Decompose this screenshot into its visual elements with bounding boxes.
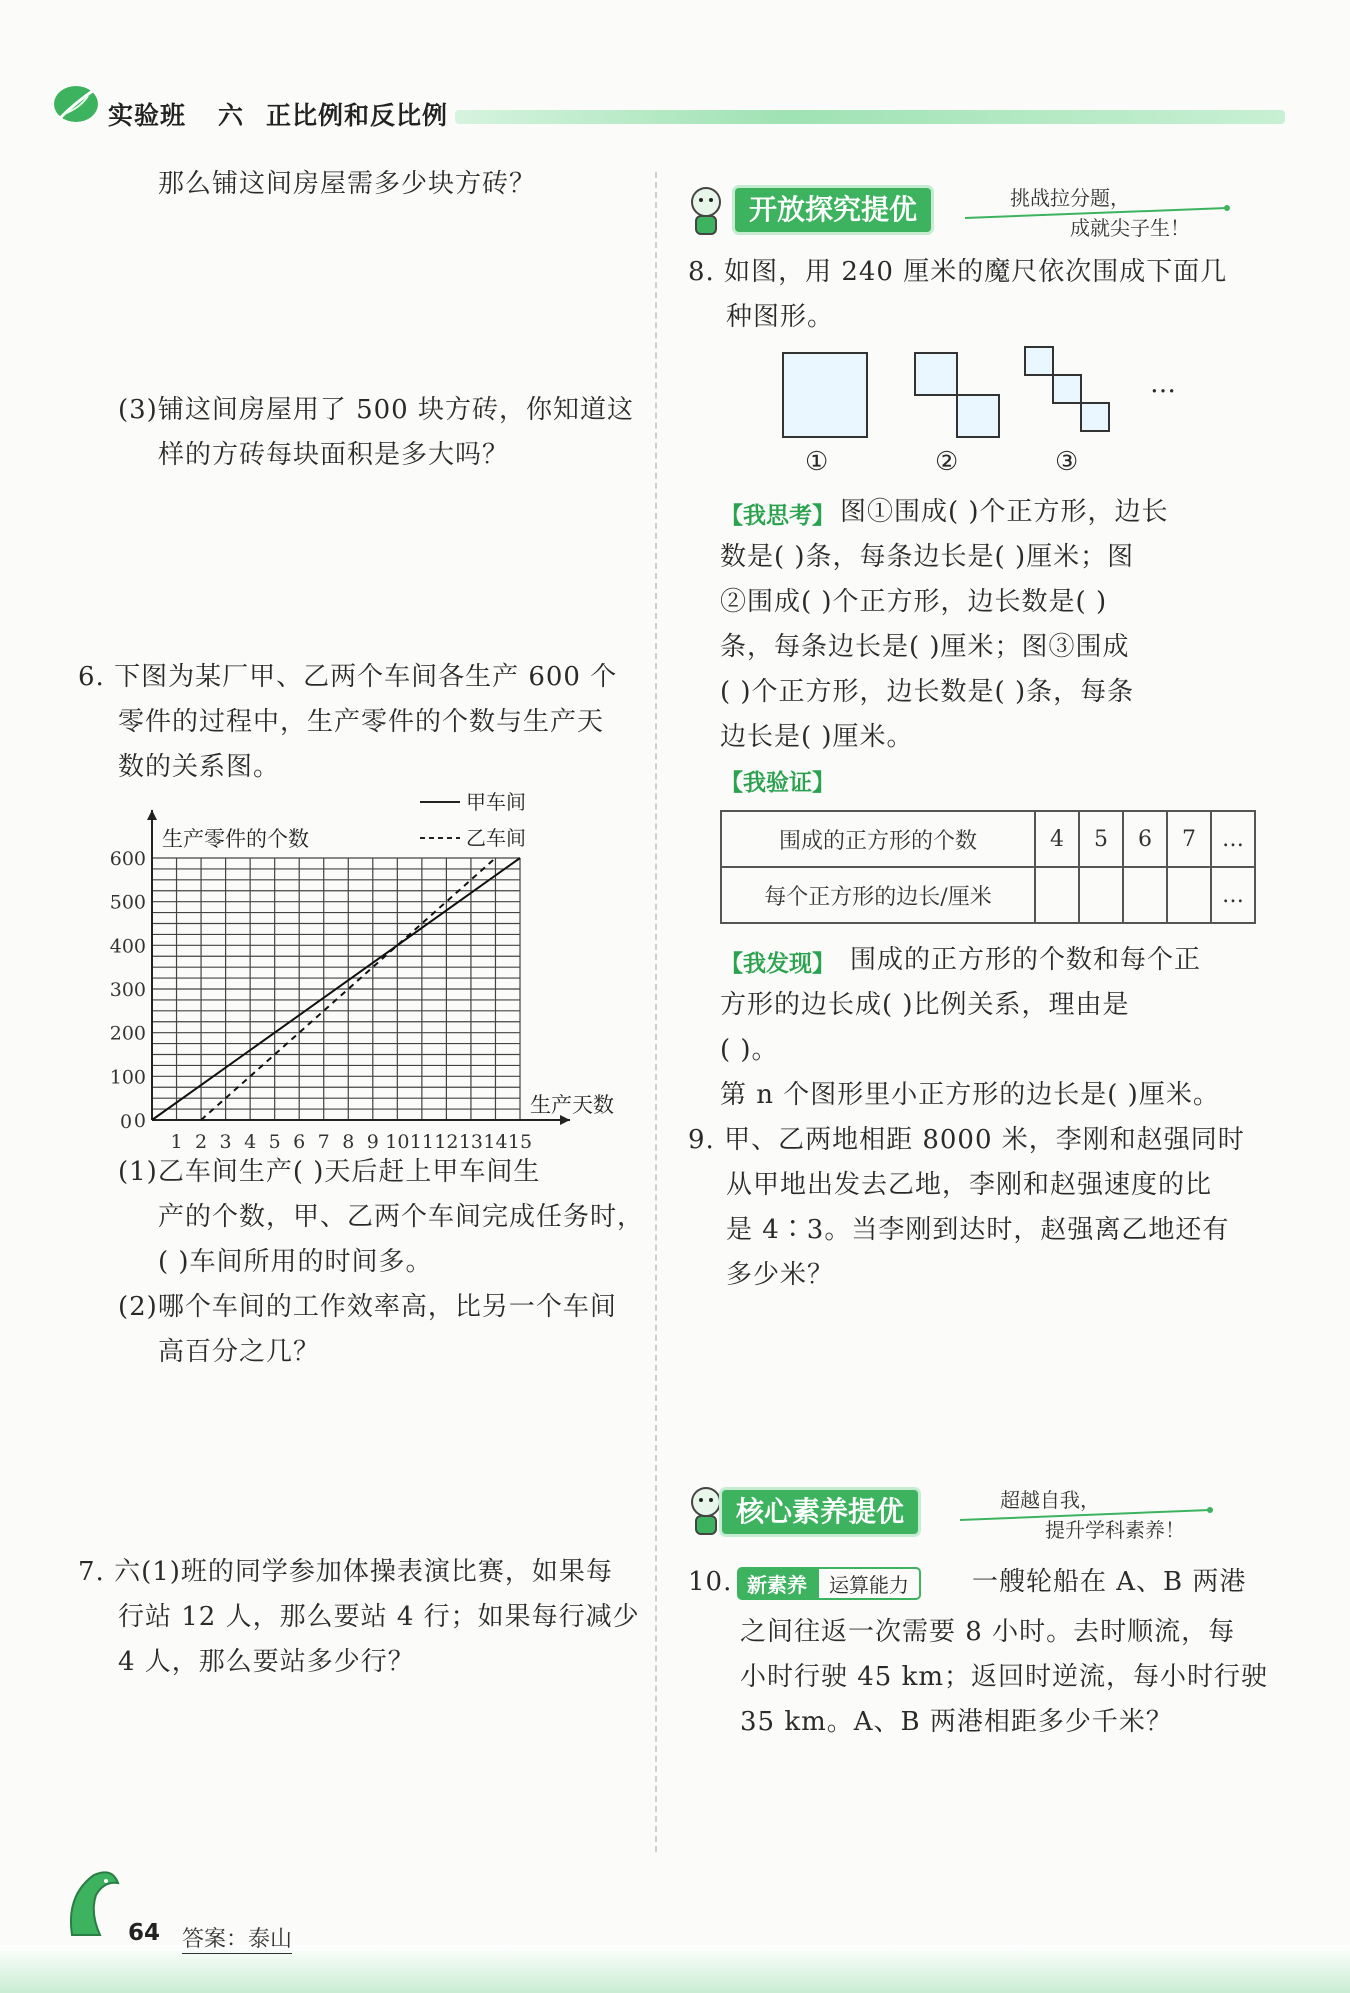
q8-line1: 8. 如图，用 240 厘米的魔尺依次围成下面几 — [688, 257, 1228, 287]
x-tick-label: 12 — [434, 1131, 459, 1150]
x-tick-label: 14 — [483, 1131, 508, 1150]
figure-3-square — [1081, 403, 1109, 431]
x-tick-label: 4 — [244, 1131, 257, 1150]
think-line-3: ②围成( )个正方形，边长数是( ) — [720, 587, 1108, 617]
verify-tag: 【我验证】 — [720, 770, 835, 796]
q7-line2: 行站 12 人，那么要站 4 行；如果每行减少 — [118, 1602, 640, 1632]
table-cell: … — [1211, 811, 1255, 867]
x-tick-label: 7 — [317, 1131, 330, 1150]
q6-line2: 零件的过程中，生产零件的个数与生产天 — [118, 707, 605, 737]
column-divider — [655, 172, 657, 1852]
q6-2-line1: (2)哪个车间的工作效率高，比另一个车间 — [118, 1292, 617, 1322]
banner2-side2: 提升学科素养！ — [1045, 1518, 1185, 1542]
x-tick-label: 1 — [170, 1131, 183, 1150]
verify-table — [720, 810, 1256, 924]
y-axis-arrow — [147, 810, 157, 820]
q10-line4: 35 km。A、B 两港相距多少千米？ — [740, 1707, 1173, 1737]
banner1-side1: 挑战拉分题， — [1010, 186, 1130, 210]
header-band — [455, 110, 1285, 124]
table-cell[interactable] — [1079, 867, 1123, 923]
q9-line4: 多少米？ — [726, 1260, 835, 1290]
x-tick-label: 11 — [409, 1131, 434, 1150]
tag-calculation: 运算能力 — [817, 1567, 921, 1600]
q7-line3: 4 人，那么要站多少行？ — [118, 1647, 415, 1677]
legend-label-yi: 乙车间 — [466, 826, 526, 850]
find-line-4: 第 n 个图形里小正方形的边长是( )厘米。 — [720, 1080, 1220, 1110]
q10-line2: 之间往返一次需要 8 小时。去时顺流，每 — [740, 1617, 1236, 1647]
leaf-logo-icon — [50, 80, 100, 128]
q6-1-line2: 产的个数，甲、乙两个车间完成任务时， — [158, 1202, 645, 1232]
x-origin-label: 0 — [119, 1111, 133, 1133]
q10-line3: 小时行驶 45 km；返回时逆流，每小时行驶 — [740, 1662, 1269, 1692]
tag-new-literacy: 新素养 — [737, 1567, 817, 1600]
x-tick-label: 2 — [195, 1131, 208, 1150]
q10-tags — [737, 1567, 921, 1600]
table-head-count: 围成的正方形的个数 — [721, 811, 1035, 867]
table-cell[interactable] — [1123, 867, 1167, 923]
find-line-1: 围成的正方形的个数和每个正 — [850, 945, 1202, 975]
x-tick-label: 9 — [366, 1131, 379, 1150]
answer-note: 答案：泰山 — [182, 1922, 292, 1954]
q7-line1: 7. 六(1)班的同学参加体操表演比赛，如果每 — [78, 1557, 613, 1587]
banner-core-literacy: 核心素养提优 — [722, 1490, 918, 1534]
table-cell[interactable] — [1167, 867, 1211, 923]
figure-3-square — [1053, 375, 1081, 403]
q6-1-line1: (1)乙车间生产( )天后赶上甲车间生 — [118, 1157, 541, 1187]
figure-1-square — [783, 353, 867, 437]
table-cell: 4 — [1035, 811, 1079, 867]
think-line-4: 条，每条边长是( )厘米；图③围成 — [720, 632, 1130, 662]
figure-label-2: ② — [935, 447, 960, 477]
find-tag: 【我发现】 — [720, 951, 835, 977]
q9-line1: 9. 甲、乙两地相距 8000 米，李刚和赵强同时 — [688, 1125, 1245, 1155]
table-cell: 7 — [1167, 811, 1211, 867]
think-line-2: 数是( )条，每条边长是( )厘米；图 — [720, 542, 1135, 572]
figure-label-1: ① — [805, 447, 830, 477]
find-line-3: ( )。 — [720, 1035, 779, 1065]
table-row — [721, 811, 1255, 867]
q6-2-line2: 高百分之几？ — [158, 1337, 321, 1367]
q9-line3: 是 4∶3。当李刚到达时，赵强离乙地还有 — [726, 1215, 1230, 1245]
table-head-side: 每个正方形的边长/厘米 — [721, 867, 1035, 923]
header-brand: 实验班 — [108, 101, 187, 130]
x-tick-label: 15 — [507, 1131, 533, 1150]
dolphin-icon — [60, 1865, 126, 1945]
x-tick-label: 6 — [293, 1131, 306, 1150]
table-cell: … — [1211, 867, 1255, 923]
banner1-side2: 成就尖子生！ — [1070, 216, 1190, 240]
x-tick-label: 13 — [458, 1131, 484, 1150]
figure-label-3: ③ — [1055, 447, 1080, 477]
y-tick-label: 300 — [109, 979, 146, 1001]
y-tick-label: 500 — [109, 891, 146, 914]
think-line-5: ( )个正方形，边长数是( )条，每条 — [720, 677, 1135, 707]
header-unit: 六 — [218, 101, 245, 130]
mascot-icon — [680, 182, 732, 238]
q10-line1: 一艘轮船在 A、B 两港 — [972, 1567, 1247, 1597]
think-tag: 【我思考】 — [720, 503, 835, 529]
y-tick-label: 0 — [133, 1110, 146, 1132]
y-axis-label: 生产零件的个数 — [162, 827, 309, 851]
legend-label-jia: 甲车间 — [466, 790, 526, 814]
x-tick-label: 10 — [385, 1131, 410, 1150]
q10-number: 10. — [688, 1567, 733, 1597]
figure-2-square — [915, 353, 957, 395]
q6-line1: 6. 下图为某厂甲、乙两个车间各生产 600 个 — [78, 662, 618, 692]
q9-line2: 从甲地出发去乙地，李刚和赵强速度的比 — [726, 1170, 1213, 1200]
q5-3-line1: (3)铺这间房屋用了 500 块方砖，你知道这 — [118, 395, 634, 425]
banner-open-inquiry: 开放探究提优 — [735, 188, 931, 232]
production-chart — [90, 790, 650, 1150]
think-line-1: 图①围成( )个正方形，边长 — [840, 497, 1169, 527]
q6-line3: 数的关系图。 — [118, 752, 281, 782]
figure-3-square — [1025, 347, 1053, 375]
page-number: 64 — [128, 1920, 161, 1946]
table-row — [721, 867, 1255, 923]
q6-1-line3: ( )车间所用的时间多。 — [158, 1247, 433, 1277]
x-tick-label: 3 — [219, 1131, 232, 1150]
banner2-side1: 超越自我， — [1000, 1488, 1100, 1512]
table-cell: 6 — [1123, 811, 1167, 867]
find-line-2: 方形的边长成( )比例关系，理由是 — [720, 990, 1130, 1020]
figure-2-square — [957, 395, 999, 437]
x-axis-label: 生产天数 — [530, 1093, 614, 1117]
think-line-6: 边长是( )厘米。 — [720, 722, 914, 752]
y-tick-label: 200 — [109, 1022, 146, 1045]
magic-ruler-figures — [775, 345, 1195, 475]
x-tick-label: 8 — [342, 1131, 355, 1150]
q5-3-line2: 样的方砖每块面积是多大吗？ — [158, 440, 510, 470]
table-cell: 5 — [1079, 811, 1123, 867]
table-cell[interactable] — [1035, 867, 1079, 923]
y-tick-label: 600 — [109, 848, 146, 870]
y-tick-label: 400 — [109, 935, 146, 958]
x-tick-label: 5 — [268, 1131, 281, 1150]
q5-continuation: 那么铺这间房屋需多少块方砖？ — [158, 169, 537, 199]
q8-line2: 种图形。 — [726, 302, 835, 332]
y-tick-label: 100 — [109, 1066, 146, 1089]
figure-more: … — [1150, 369, 1177, 399]
header-chapter: 正比例和反比例 — [266, 101, 449, 130]
